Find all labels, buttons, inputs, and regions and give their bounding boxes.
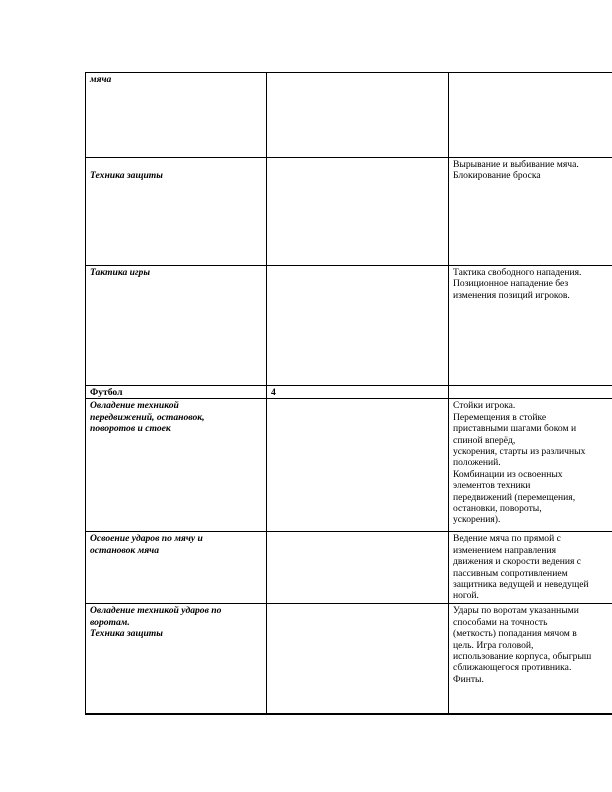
content-text: способами на точность bbox=[453, 616, 548, 628]
hours-value: 4 bbox=[271, 387, 276, 398]
content-text: Позиционное нападение без bbox=[453, 278, 569, 290]
content-text: Удары по воротам указанными bbox=[453, 605, 579, 617]
topic-text: Овладение техникой ударов по bbox=[90, 605, 222, 617]
hours-cell bbox=[267, 604, 449, 714]
content-text: Вырывание и выбивание мяча. bbox=[453, 159, 579, 170]
topic-cell bbox=[86, 399, 267, 532]
content-cell bbox=[449, 386, 612, 399]
hours-cell bbox=[267, 158, 449, 266]
hours-cell bbox=[267, 73, 449, 158]
content-text: приставными шагами боком и bbox=[453, 423, 577, 435]
section-title: Футбол bbox=[90, 387, 123, 398]
table-row bbox=[86, 158, 612, 266]
topic-cell bbox=[86, 532, 267, 604]
table-row bbox=[86, 532, 612, 604]
content-text: изменения позиций игроков. bbox=[453, 289, 570, 301]
topic-text: мяча bbox=[90, 74, 112, 85]
table-row bbox=[86, 266, 612, 386]
topic-text: поворотов и стоек bbox=[90, 423, 171, 435]
content-text: движения и скорости ведения с bbox=[453, 556, 582, 568]
content-text: изменением направления bbox=[453, 544, 557, 556]
content-text: спиной вперёд, bbox=[453, 434, 516, 446]
table-row bbox=[86, 604, 612, 714]
content-text: ногой. bbox=[453, 590, 479, 602]
content-cell bbox=[449, 158, 612, 266]
topic-text: Техника защиты bbox=[90, 628, 163, 640]
content-cell bbox=[449, 604, 612, 714]
curriculum-table bbox=[85, 72, 612, 715]
topic-text: остановок мяча bbox=[90, 544, 160, 556]
content-text: элементов техники bbox=[453, 480, 531, 492]
content-text: ускорения). bbox=[453, 514, 501, 526]
content-text: использование корпуса, обыгрыш bbox=[453, 651, 592, 663]
content-text: Тактика свободного нападения. bbox=[453, 267, 582, 278]
topic-text: Освоение ударов по мячу и bbox=[90, 533, 203, 545]
content-cell bbox=[449, 266, 612, 386]
content-text: ускорения, старты из различных bbox=[453, 446, 586, 458]
topic-text: Техника защиты bbox=[90, 170, 163, 181]
table-row bbox=[86, 73, 612, 158]
hours-cell bbox=[267, 386, 449, 399]
content-text: Финты. bbox=[453, 673, 484, 685]
content-text: Комбинации из освоенных bbox=[453, 468, 563, 480]
topic-cell bbox=[86, 604, 267, 714]
hours-cell bbox=[267, 266, 449, 386]
content-text: пассивным сопротивлением bbox=[453, 567, 568, 579]
content-text: Перемещения в стойке bbox=[453, 411, 547, 423]
topic-text: передвижений, остановок, bbox=[90, 411, 205, 423]
content-cell bbox=[449, 73, 612, 158]
topic-cell bbox=[86, 158, 267, 266]
table-row bbox=[86, 386, 612, 399]
topic-text: Овладение техникой bbox=[90, 400, 179, 412]
content-cell bbox=[449, 399, 612, 532]
hours-cell bbox=[267, 532, 449, 604]
content-text: защитника ведущей и неведущей bbox=[453, 579, 589, 591]
content-text: положений. bbox=[453, 457, 501, 469]
topic-cell bbox=[86, 266, 267, 386]
content-text: Ведение мяча по прямой с bbox=[453, 533, 561, 545]
topic-cell bbox=[86, 386, 267, 399]
content-text: Блокирование броска bbox=[453, 170, 541, 182]
content-text: Стойки игрока. bbox=[453, 400, 516, 412]
table-row bbox=[86, 399, 612, 532]
content-text: передвижений (перемещения, bbox=[453, 491, 576, 503]
content-text: (меткость) попадания мячом в bbox=[453, 628, 577, 640]
topic-cell bbox=[86, 73, 267, 158]
content-text: цель. Игра головой, bbox=[453, 639, 534, 651]
content-cell bbox=[449, 532, 612, 604]
content-text: сближающегося противника. bbox=[453, 662, 572, 674]
hours-cell bbox=[267, 399, 449, 532]
topic-text: Тактика игры bbox=[90, 267, 150, 278]
topic-text: воротам. bbox=[90, 616, 130, 628]
content-text: остановки, повороты, bbox=[453, 503, 542, 515]
